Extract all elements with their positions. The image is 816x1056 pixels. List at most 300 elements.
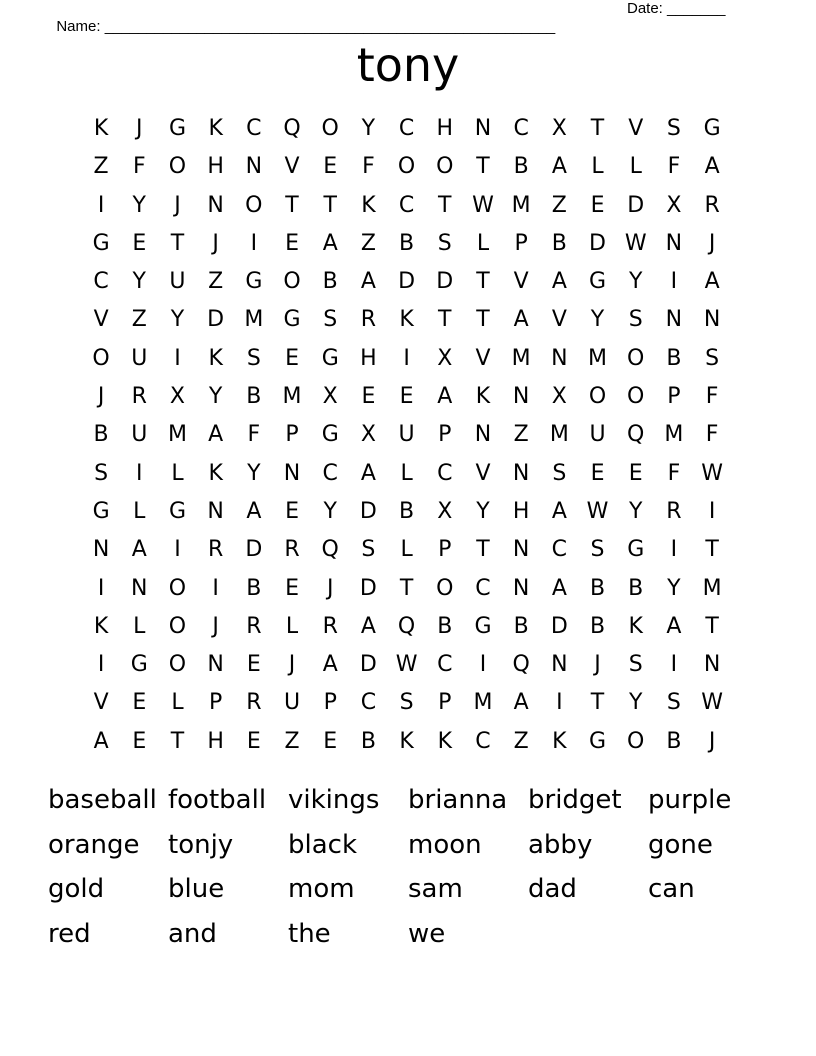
grid-cell: Y: [170, 307, 185, 333]
grid-cell: S: [590, 537, 605, 563]
grid-cell: B: [666, 728, 682, 754]
grid-cell: Q: [397, 613, 416, 639]
word-list-item: we: [408, 919, 446, 950]
word-list-item: red: [48, 919, 91, 950]
grid-cell: L: [400, 460, 413, 486]
grid-cell: J: [708, 230, 716, 256]
grid-cell: C: [398, 116, 415, 141]
grid-cell: B: [360, 728, 376, 754]
grid-cell: N: [207, 498, 224, 524]
grid-cell: C: [475, 728, 491, 754]
grid-cell: I: [136, 460, 143, 486]
grid-cell: E: [285, 230, 299, 256]
grid-cell: T: [399, 575, 414, 601]
grid-cell: I: [556, 690, 563, 716]
grid-cell: E: [246, 728, 261, 754]
grid-cell: O: [588, 384, 607, 410]
grid-cell: G: [130, 652, 148, 678]
grid-cell: I: [97, 652, 105, 678]
grid-cell: E: [246, 652, 261, 678]
grid-cell: D: [207, 307, 225, 333]
grid-cell: F: [247, 422, 261, 448]
grid-cell: C: [246, 116, 262, 141]
grid-cell: N: [665, 307, 683, 333]
grid-cell: B: [628, 575, 644, 601]
grid-cell: E: [628, 460, 643, 486]
grid-cell: Z: [131, 307, 147, 333]
grid-cell: S: [94, 460, 109, 486]
grid-cell: T: [438, 192, 452, 218]
grid-cell: R: [666, 498, 682, 524]
grid-cell: D: [398, 269, 416, 295]
grid-cell: C: [437, 652, 453, 678]
grid-cell: V: [551, 307, 567, 333]
grid-cell: G: [245, 269, 263, 295]
grid-cell: S: [628, 307, 643, 333]
grid-cell: T: [476, 269, 490, 295]
grid-cell: T: [705, 537, 719, 563]
grid-cell: O: [168, 154, 187, 180]
grid-cell: G: [92, 230, 110, 256]
grid-cell: B: [399, 230, 415, 256]
grid-cell: K: [628, 613, 643, 639]
grid-cell: T: [438, 307, 452, 333]
grid-cell: O: [92, 345, 110, 371]
grid-cell: O: [436, 575, 454, 601]
grid-cell: J: [288, 652, 296, 678]
letter-grid: [82, 110, 731, 761]
grid-cell: X: [437, 345, 453, 371]
grid-cell: V: [475, 460, 491, 486]
grid-cell: E: [285, 498, 299, 524]
grid-cell: H: [436, 116, 454, 141]
grid-cell: P: [667, 384, 681, 410]
grid-cell: A: [551, 498, 567, 524]
grid-cell: O: [436, 154, 454, 180]
grid-cell: I: [708, 498, 716, 524]
grid-cell: O: [245, 192, 263, 218]
grid-cell: F: [362, 154, 375, 180]
page-title: tony: [356, 38, 460, 92]
grid-cell: E: [590, 192, 605, 218]
grid-cell: M: [511, 345, 531, 371]
grid-cell: D: [589, 230, 606, 256]
name-field-label: Name: ______________________________________________________: [56, 18, 556, 35]
grid-cell: M: [282, 384, 302, 410]
grid-cell: Y: [590, 307, 605, 333]
grid-cell: M: [549, 422, 569, 448]
grid-cell: T: [285, 192, 299, 218]
grid-cell: B: [551, 230, 567, 256]
grid-cell: N: [551, 652, 568, 678]
grid-cell: S: [666, 116, 681, 141]
grid-cell: T: [476, 307, 490, 333]
grid-cell: P: [209, 690, 223, 716]
grid-cell: X: [360, 422, 376, 448]
grid-cell: N: [512, 384, 530, 410]
word-list-item: moon: [408, 829, 482, 860]
word-list-item: can: [648, 874, 695, 905]
grid-cell: N: [92, 537, 110, 563]
grid-cell: M: [702, 575, 722, 601]
grid-cell: D: [245, 537, 263, 563]
grid-cell: X: [169, 384, 185, 410]
grid-cell: A: [551, 575, 567, 601]
grid-cell: C: [437, 460, 453, 486]
grid-cell: A: [246, 498, 262, 524]
grid-cell: S: [246, 345, 261, 371]
grid-cell: D: [359, 575, 377, 601]
grid-cell: I: [97, 192, 105, 218]
grid-cell: K: [399, 728, 414, 754]
grid-cell: K: [399, 307, 414, 333]
grid-cell: T: [590, 690, 605, 716]
grid-cell: G: [168, 116, 186, 141]
grid-cell: O: [283, 269, 301, 295]
word-list-item: sam: [408, 874, 463, 905]
grid-cell: I: [670, 537, 678, 563]
grid-cell: J: [708, 728, 716, 754]
grid-cell: N: [703, 307, 721, 333]
grid-cell: N: [512, 575, 530, 601]
grid-cell: F: [705, 422, 719, 448]
grid-cell: U: [131, 345, 148, 371]
grid-cell: G: [321, 422, 339, 448]
grid-cell: Y: [208, 384, 223, 410]
grid-cell: O: [168, 652, 187, 678]
word-list-item: the: [288, 919, 331, 950]
grid-cell: J: [174, 192, 181, 218]
grid-cell: B: [666, 345, 682, 371]
grid-cell: V: [93, 690, 109, 716]
grid-cell: N: [665, 230, 683, 256]
grid-cell: Z: [360, 230, 376, 256]
grid-cell: Y: [132, 269, 146, 295]
grid-cell: R: [246, 690, 262, 716]
word-list-item: bridget: [528, 785, 622, 815]
grid-cell: L: [400, 537, 413, 563]
grid-cell: M: [511, 192, 531, 218]
grid-cell: T: [323, 192, 337, 218]
grid-cell: U: [131, 422, 148, 448]
grid-cell: C: [513, 116, 529, 141]
grid-cell: E: [323, 728, 338, 754]
grid-cell: V: [628, 116, 644, 141]
grid-cell: O: [168, 575, 187, 601]
grid-cell: W: [624, 230, 647, 256]
grid-cell: W: [701, 690, 723, 716]
grid-cell: M: [167, 422, 187, 448]
grid-cell: M: [588, 345, 608, 371]
grid-cell: K: [93, 613, 109, 639]
grid-cell: N: [207, 652, 224, 678]
grid-cell: A: [513, 690, 529, 716]
grid-cell: B: [246, 575, 262, 601]
grid-cell: S: [666, 690, 681, 716]
grid-cell: B: [513, 613, 529, 639]
grid-cell: A: [208, 422, 224, 448]
grid-cell: G: [589, 728, 607, 754]
grid-cell: Y: [628, 498, 643, 524]
grid-cell: Y: [132, 192, 146, 218]
grid-cell: T: [476, 154, 490, 180]
word-list: [48, 778, 768, 957]
grid-cell: G: [627, 537, 645, 563]
grid-cell: H: [207, 728, 224, 754]
grid-cell: N: [131, 575, 148, 601]
grid-cell: D: [359, 498, 377, 524]
grid-cell: R: [131, 384, 147, 410]
grid-cell: Y: [628, 269, 643, 295]
word-list-item: tonjy: [168, 829, 234, 860]
grid-cell: L: [285, 613, 299, 639]
grid-cell: O: [168, 613, 187, 639]
grid-cell: E: [132, 690, 147, 716]
grid-cell: P: [438, 537, 452, 563]
word-list-item: brianna: [408, 785, 508, 815]
grid-cell: L: [133, 498, 146, 524]
grid-cell: I: [479, 652, 487, 678]
grid-cell: B: [246, 384, 262, 410]
grid-cell: X: [437, 498, 453, 524]
word-list-item: abby: [528, 829, 593, 860]
grid-cell: J: [212, 230, 219, 256]
grid-cell: X: [551, 384, 567, 410]
grid-cell: J: [212, 613, 219, 639]
grid-cell: C: [93, 269, 109, 295]
grid-cell: E: [132, 230, 147, 256]
grid-cell: Y: [667, 575, 681, 601]
grid-cell: E: [590, 460, 605, 486]
grid-cell: X: [322, 384, 338, 410]
grid-cell: N: [551, 345, 568, 371]
grid-cell: N: [207, 192, 224, 218]
grid-cell: J: [326, 575, 334, 601]
grid-cell: L: [591, 154, 604, 180]
grid-cell: A: [360, 269, 376, 295]
grid-cell: G: [703, 116, 721, 141]
grid-cell: R: [246, 613, 262, 639]
grid-cell: S: [323, 307, 338, 333]
word-list-item: gone: [648, 829, 713, 860]
grid-cell: J: [594, 652, 601, 678]
grid-cell: H: [512, 498, 530, 524]
grid-cell: F: [705, 384, 719, 410]
grid-cell: B: [589, 613, 606, 639]
grid-cell: K: [208, 116, 223, 141]
grid-cell: Z: [551, 192, 567, 218]
grid-cell: I: [403, 345, 410, 371]
grid-cell: H: [360, 345, 377, 371]
grid-cell: Q: [627, 422, 645, 448]
grid-cell: G: [283, 307, 301, 333]
grid-cell: K: [475, 384, 491, 410]
grid-cell: C: [475, 575, 491, 601]
grid-cell: K: [552, 728, 567, 754]
word-list-item: purple: [648, 785, 732, 815]
date-field-label: Date: _______: [627, 0, 726, 17]
grid-cell: A: [513, 307, 529, 333]
grid-cell: N: [474, 116, 492, 141]
word-list-item: vikings: [288, 785, 380, 815]
grid-cell: L: [171, 460, 184, 486]
grid-cell: B: [322, 269, 338, 295]
grid-cell: A: [360, 613, 376, 639]
grid-cell: P: [438, 422, 452, 448]
grid-cell: P: [438, 690, 452, 716]
grid-cell: G: [92, 498, 110, 524]
grid-cell: R: [208, 537, 224, 563]
grid-cell: U: [169, 269, 186, 295]
grid-cell: V: [284, 154, 300, 180]
grid-cell: A: [704, 154, 720, 180]
word-list-item: dad: [528, 874, 577, 905]
grid-cell: W: [472, 192, 494, 218]
grid-cell: M: [244, 307, 264, 333]
grid-cell: I: [174, 537, 181, 563]
grid-cell: B: [399, 498, 415, 524]
grid-cell: L: [133, 613, 146, 639]
grid-cell: A: [666, 613, 682, 639]
grid-cell: V: [93, 307, 109, 333]
grid-cell: K: [361, 192, 376, 218]
grid-cell: N: [245, 154, 263, 180]
grid-cell: Z: [513, 422, 529, 448]
grid-cell: Y: [247, 460, 261, 486]
grid-cell: W: [395, 652, 418, 678]
grid-cell: O: [627, 345, 645, 371]
grid-cell: E: [285, 345, 299, 371]
grid-cell: N: [703, 652, 721, 678]
grid-cell: R: [704, 192, 720, 218]
grid-cell: F: [132, 154, 146, 180]
grid-cell: D: [627, 192, 645, 218]
grid-cell: A: [322, 230, 338, 256]
grid-cell: W: [586, 498, 609, 524]
grid-cell: E: [361, 384, 376, 410]
grid-cell: O: [627, 384, 645, 410]
grid-cell: M: [664, 422, 684, 448]
word-list-item: gold: [48, 874, 105, 905]
grid-cell: F: [667, 460, 681, 486]
word-list-item: blue: [168, 874, 225, 905]
grid-cell: M: [473, 690, 493, 716]
grid-cell: I: [174, 345, 181, 371]
grid-cell: A: [437, 384, 453, 410]
grid-cell: I: [670, 269, 678, 295]
grid-cell: Y: [476, 498, 490, 524]
grid-cell: R: [322, 613, 338, 639]
grid-cell: S: [705, 345, 720, 371]
grid-cell: J: [136, 116, 143, 141]
grid-cell: T: [705, 613, 719, 639]
grid-cell: Y: [628, 690, 643, 716]
grid-cell: J: [97, 384, 105, 410]
grid-cell: L: [629, 154, 642, 180]
grid-cell: E: [132, 728, 147, 754]
grid-cell: H: [207, 154, 224, 180]
grid-cell: N: [512, 537, 530, 563]
grid-cell: D: [436, 269, 454, 295]
grid-cell: L: [476, 230, 490, 256]
grid-cell: B: [589, 575, 606, 601]
grid-cell: A: [322, 652, 338, 678]
grid-cell: K: [208, 345, 223, 371]
grid-cell: A: [360, 460, 376, 486]
grid-cell: X: [666, 192, 682, 218]
grid-cell: Z: [93, 154, 109, 180]
grid-cell: K: [93, 116, 109, 141]
grid-cell: Q: [283, 116, 301, 141]
grid-cell: C: [551, 537, 568, 563]
grid-cell: B: [93, 422, 109, 448]
grid-cell: B: [513, 154, 529, 180]
grid-cell: D: [550, 613, 568, 639]
grid-cell: A: [551, 269, 567, 295]
grid-cell: L: [171, 690, 184, 716]
word-list-item: baseball: [48, 785, 157, 815]
word-list-item: mom: [288, 874, 355, 905]
grid-cell: A: [704, 269, 720, 295]
grid-cell: S: [628, 652, 643, 678]
grid-cell: G: [168, 498, 186, 524]
grid-cell: P: [514, 230, 528, 256]
grid-cell: B: [437, 613, 453, 639]
grid-cell: X: [551, 116, 567, 141]
grid-cell: D: [359, 652, 377, 678]
grid-cell: O: [321, 116, 339, 141]
word-list-item: black: [288, 829, 358, 860]
grid-cell: A: [93, 728, 109, 754]
grid-cell: P: [285, 422, 299, 448]
grid-cell: O: [397, 154, 416, 180]
grid-cell: N: [283, 460, 301, 486]
grid-cell: A: [551, 154, 567, 180]
grid-cell: Z: [513, 728, 529, 754]
grid-cell: U: [283, 690, 301, 716]
grid-cell: T: [590, 116, 605, 141]
grid-cell: I: [670, 652, 678, 678]
grid-cell: K: [437, 728, 452, 754]
grid-cell: G: [474, 613, 492, 639]
grid-cell: K: [208, 460, 223, 486]
grid-cell: E: [323, 154, 338, 180]
grid-cell: C: [360, 690, 377, 716]
grid-cell: V: [513, 269, 529, 295]
grid-cell: Q: [321, 537, 339, 563]
grid-cell: N: [512, 460, 530, 486]
grid-cell: Z: [208, 269, 224, 295]
grid-cell: W: [701, 460, 723, 486]
grid-cell: C: [322, 460, 338, 486]
word-list-item: football: [168, 785, 267, 815]
grid-cell: P: [323, 690, 337, 716]
grid-cell: U: [398, 422, 415, 448]
word-list-item: and: [168, 919, 217, 950]
grid-cell: S: [437, 230, 452, 256]
grid-cell: C: [398, 192, 415, 218]
grid-cell: E: [285, 575, 299, 601]
grid-cell: T: [476, 537, 490, 563]
grid-cell: V: [475, 345, 491, 371]
word-list-item: orange: [48, 829, 140, 860]
grid-cell: N: [474, 422, 492, 448]
grid-cell: Y: [323, 498, 337, 524]
grid-cell: R: [284, 537, 300, 563]
grid-cell: Z: [284, 728, 300, 754]
grid-cell: E: [399, 384, 414, 410]
grid-cell: Q: [512, 652, 530, 678]
